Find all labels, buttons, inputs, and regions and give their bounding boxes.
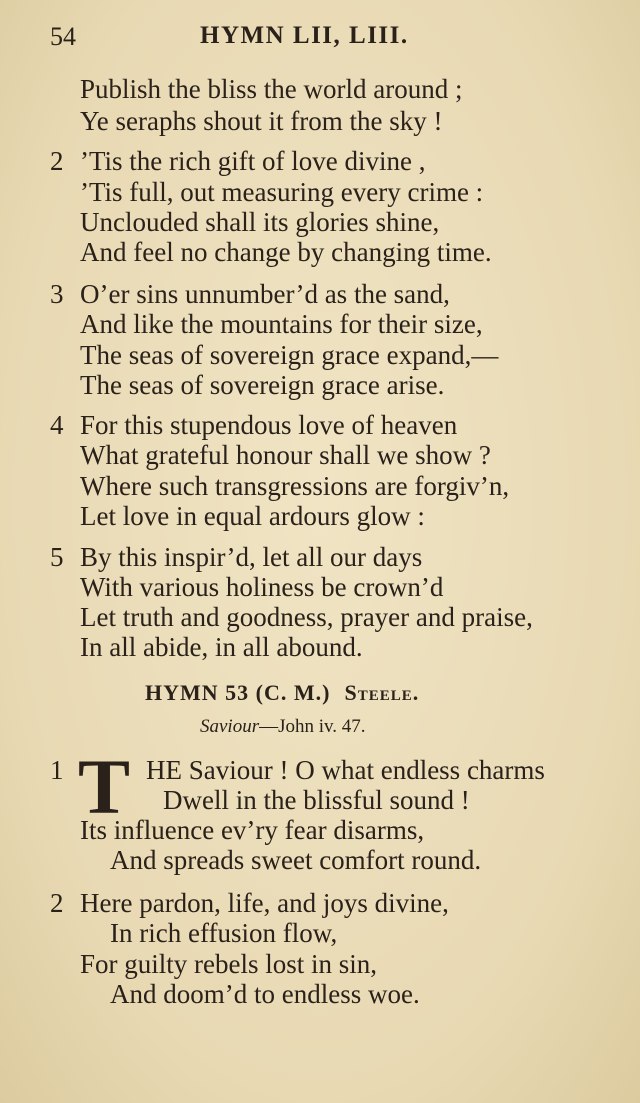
verse-line: Publish the bliss the world around ;: [80, 74, 463, 104]
verse-line: The seas of sovereign grace expand,—: [80, 340, 499, 370]
verse-line: ’Tis the rich gift of love divine ,: [80, 146, 426, 176]
verse-line: And doom’d to endless woe.: [110, 979, 420, 1009]
verse-line: With various holiness be crown’d: [80, 572, 444, 602]
verse-line: Let truth and goodness, prayer and praise,: [80, 602, 533, 632]
verse-line: O’er sins unnumber’d as the sand,: [80, 279, 450, 309]
verse-line: The seas of sovereign grace arise.: [80, 370, 445, 400]
verse-number: 4: [50, 410, 64, 440]
verse-line: By this inspir’d, let all our days: [80, 542, 423, 572]
verse-line: And like the mountains for their size,: [80, 309, 483, 339]
verse-line: Let love in equal ardours glow :: [80, 501, 425, 531]
subtitle-topic: Saviour: [200, 716, 260, 737]
page-number: 54: [50, 22, 76, 51]
verse-line: And feel no change by changing time.: [80, 237, 492, 267]
verse-line: Where such transgressions are forgiv’n,: [80, 471, 510, 501]
verse-line: Ye seraphs shout it from the sky !: [80, 106, 443, 136]
verse-line: Its influence ev’ry fear disarms,: [80, 815, 425, 845]
verse-number: 3: [50, 279, 64, 309]
verse-line: What grateful honour shall we show ?: [80, 440, 491, 470]
verse-line: In all abide, in all abound.: [80, 632, 363, 662]
verse-line: And spreads sweet comfort round.: [110, 845, 482, 875]
hymn-title: [145, 680, 419, 706]
subtitle-reference: —John iv. 47.: [259, 716, 366, 737]
verse-line: Here pardon, life, and joys divine,: [80, 888, 449, 918]
verse-number: 2: [50, 888, 64, 918]
verse-line: HE Saviour ! O what endless charms: [146, 755, 545, 785]
verse-line: For guilty rebels lost in sin,: [80, 949, 377, 979]
hymn-number: HYMN 53 (C. M.): [145, 680, 331, 705]
verse-line: Unclouded shall its glories shine,: [80, 207, 440, 237]
verse-number: 2: [50, 146, 64, 176]
drop-cap: T: [78, 743, 131, 830]
verse-line: Dwell in the blissful sound !: [163, 785, 470, 815]
hymn-author: Steele.: [344, 680, 420, 705]
verse-line: ’Tis full, out measuring every crime :: [80, 177, 484, 207]
verse-line: In rich effusion flow,: [110, 918, 338, 948]
verse-number: 5: [50, 542, 64, 572]
page-header: [50, 22, 470, 58]
running-head: HYMN LII, LIII.: [200, 22, 409, 49]
verse-number: 1: [50, 755, 64, 785]
verse-line: For this stupendous love of heaven: [80, 410, 458, 440]
hymn-subtitle: [200, 716, 366, 738]
